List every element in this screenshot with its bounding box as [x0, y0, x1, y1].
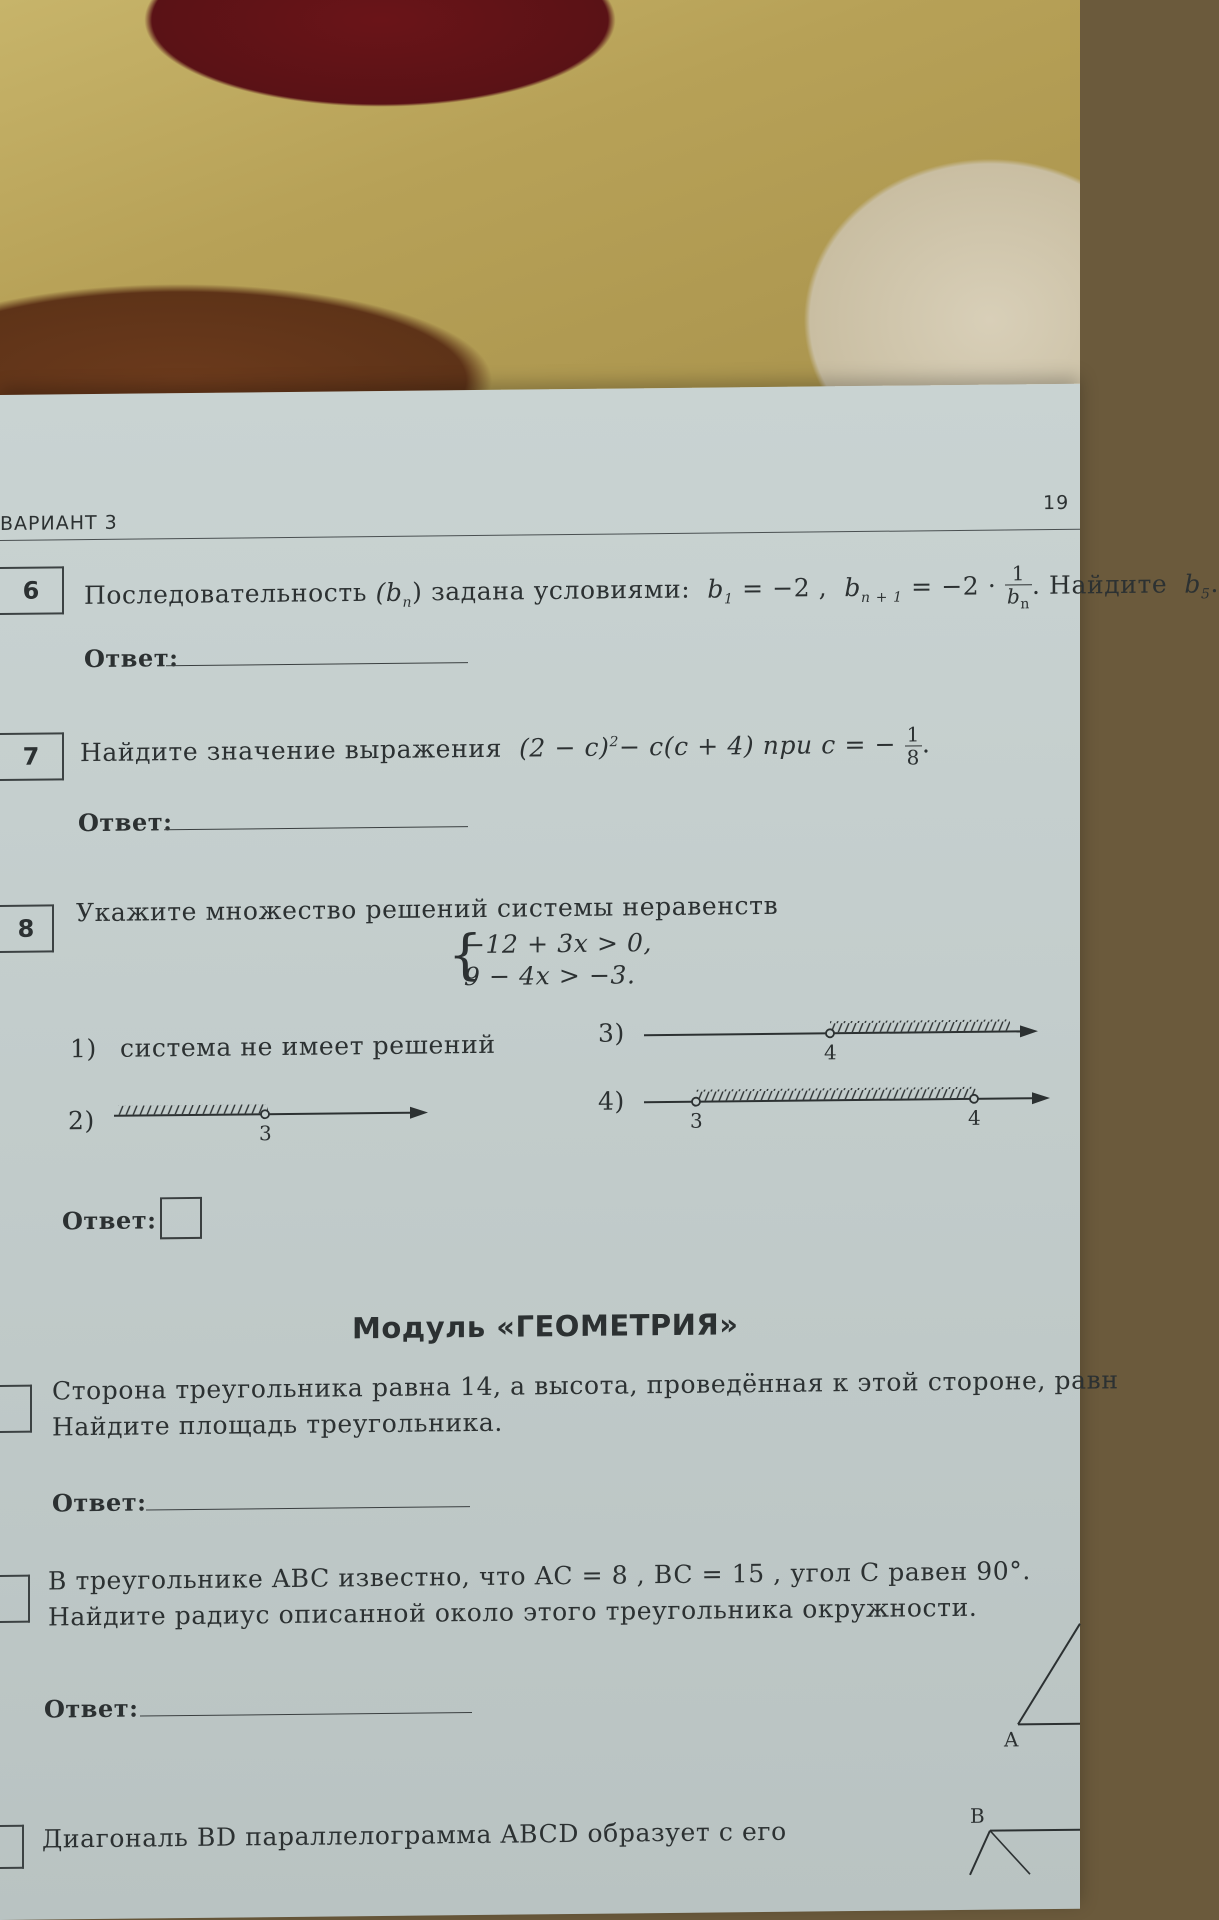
task-number-6: 6	[0, 566, 64, 615]
task-number-8: 8	[0, 904, 54, 953]
task6-answer-field[interactable]	[166, 662, 468, 666]
option-3-tick: 4	[824, 1040, 837, 1065]
task8-statement: Укажите множество решений системы неравенств	[76, 890, 779, 928]
inequality-2: 9 − 4x > −3.	[464, 960, 636, 992]
option-1-text: система не имеет решений	[120, 1029, 496, 1063]
task9-answer-field[interactable]	[146, 1506, 470, 1510]
task-number-11-box	[0, 1825, 24, 1869]
task-number-7: 7	[0, 732, 64, 781]
figure-label-b: B	[970, 1803, 985, 1828]
task10-line-1: В треугольнике ABC известно, что AC = 8 , BC = 15 , угол C равен 90°.	[48, 1556, 1031, 1596]
task11-line-1: Диагональ BD параллелограмма ABCD образует с его	[42, 1816, 787, 1854]
task-number-10-box	[0, 1575, 30, 1623]
task8-answer-box[interactable]	[160, 1197, 202, 1239]
option-4-tick-b: 4	[968, 1105, 981, 1130]
task6-fraction: $\frac{1}{b_n}$	[1006, 561, 1030, 613]
option-2-number-line	[110, 1090, 430, 1153]
figure-label-a: A	[1004, 1727, 1019, 1752]
task6-statement: Последовательность $(b_n)$ задана условиями: $b_1 = -2$ , $b_{n + 1} = -2$ · $\frac{1}{b_n}$ . Найдите $b_5$.	[84, 561, 1219, 613]
task10-answer-label: Ответ:	[44, 1693, 139, 1724]
task8-answer-label: Ответ:	[62, 1205, 157, 1236]
header-rule	[0, 529, 1080, 541]
inequality-1: −12 + 3x > 0,	[464, 928, 653, 960]
task7-statement: Найдите значение выражения $(2 - c)^2- c(c + 4)$ при c = − $\frac{1}{8}$ .	[80, 722, 931, 770]
option-4-number: 4)	[598, 1086, 625, 1116]
variant-header: ВАРИАНТ 3	[0, 511, 118, 535]
task9-line-1: Сторона треугольника равна 14, а высота, проведённая к этой стороне, равн	[52, 1365, 1119, 1406]
task10-line-2: Найдите радиус описанной около этого треугольника окружности.	[48, 1592, 978, 1632]
exam-page	[0, 384, 1219, 1920]
option-2-tick: 3	[259, 1121, 272, 1146]
option-1-number: 1)	[70, 1033, 97, 1064]
task7-answer-label: Ответ:	[78, 807, 173, 838]
task9-answer-label: Ответ:	[52, 1487, 147, 1518]
option-4-tick-a: 3	[690, 1108, 703, 1133]
option-3-number: 3)	[598, 1018, 625, 1048]
option-4-number-line	[640, 1076, 1060, 1140]
task7-answer-field[interactable]	[164, 826, 468, 830]
background-blanket	[0, 0, 1080, 420]
task6-answer-label: Ответ:	[84, 643, 179, 674]
system-brace: {	[448, 922, 483, 987]
option-2-number: 2)	[68, 1106, 95, 1136]
task7-fraction: $\frac{1}{8}$	[906, 722, 920, 770]
task9-line-2: Найдите площадь треугольника.	[52, 1407, 503, 1442]
task10-triangle-figure	[990, 1614, 1080, 1752]
page-number: 19	[1043, 491, 1070, 515]
module-title: Модуль «ГЕОМЕТРИЯ»	[352, 1307, 739, 1346]
task10-answer-field[interactable]	[140, 1712, 472, 1716]
task11-parallelogram-figure	[960, 1794, 1080, 1875]
option-3-number-line	[640, 1009, 1050, 1073]
task-number-9-box	[0, 1385, 32, 1433]
